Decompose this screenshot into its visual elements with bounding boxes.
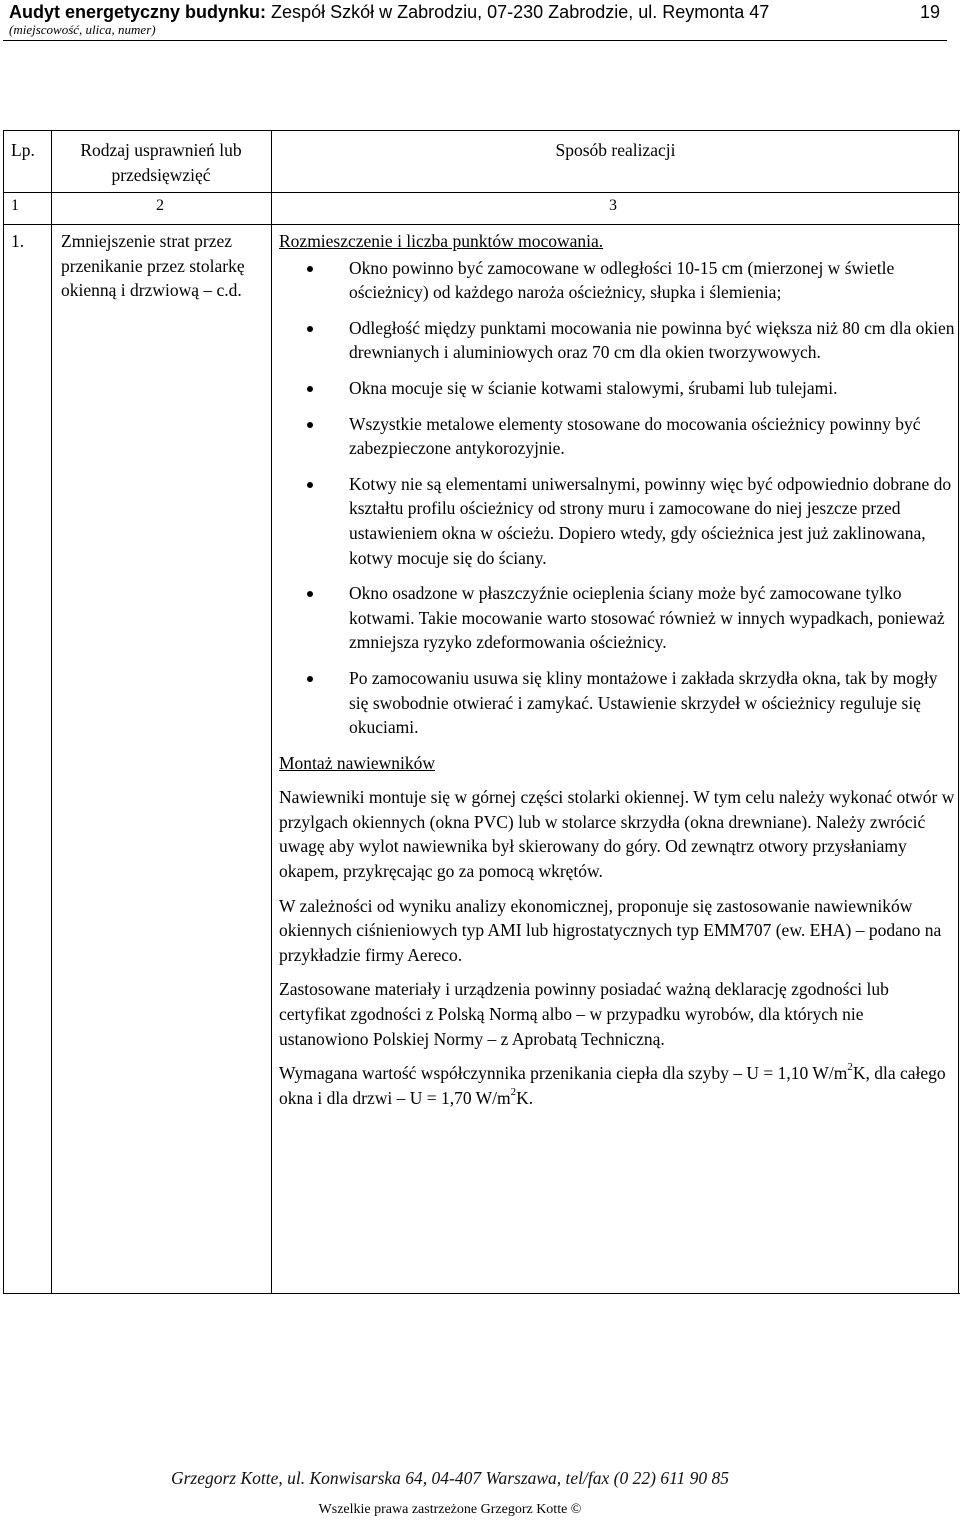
header-divider xyxy=(3,40,947,41)
row-lp: 1. xyxy=(11,231,25,251)
table-border-bottom xyxy=(3,1293,960,1294)
u-value-text-3: K. xyxy=(516,1087,534,1108)
bullet-item: Kotwy nie są elementami uniwersalnymi, powinny więc być odpowiednio dobrane do kształtu profilu ościeżnicy od strony muru i zamocowane do niej jeszcze przed ustawieniem okna w ościeżu. Dopiero wtedy, gdy ościeżnica jest już zaklinowana, kotwy mocuje się do ściany. xyxy=(279,472,955,570)
bullet-item: Odległość między punktami mocowania nie powinna być większa niż 80 cm dla okien drewnianych i aluminiowych oraz 70 cm dla okien tworzywowych. xyxy=(279,316,955,365)
document-header xyxy=(9,2,769,22)
u-value-text-2: K, dla całego okna i dla drzwi – U = 1,70 W/m xyxy=(279,1063,946,1108)
superscript: 2 xyxy=(847,1061,853,1074)
bullet-item: Okna mocuje się w ścianie kotwami stalowymi, śrubami lub tulejami. xyxy=(279,376,955,401)
bullet-item: Okno powinno być zamocowane w odległości 10-15 cm (mierzonej w świetle ościeżnicy) od każdego naroża ościeżnicy, słupka i ślemienia; xyxy=(279,256,955,305)
table-border-top xyxy=(3,130,960,131)
paragraph: W zależności od wyniku analizy ekonomicznej, proponuje się zastosowanie nawiewników okiennych ciśnieniowych typ AMI lub higrostatycznych typ EMM707 (ew. EHA) – podano na przykładzie firmy Aereco. xyxy=(279,895,942,965)
page-number: 19 xyxy=(920,2,941,22)
header-lp: Lp. xyxy=(11,140,35,160)
row-rodzaj: Zmniejszenie strat przez przenikanie przez stolarkę okienną i drzwiową – c.d. xyxy=(61,231,245,301)
section-title-mocowanie: Rozmieszczenie i liczba punktów mocowania. xyxy=(279,231,604,251)
paragraph: Zastosowane materiały i urządzenia powinny posiadać ważną deklarację zgodności lub certyfikat zgodności z Polską Normą albo – w przypadku wyrobów, dla których nie ustanowiono Polskiej Normy – z Aprobatą Techniczną. xyxy=(279,979,889,1049)
footer-address: Grzegorz Kotte, ul. Konwisarska 64, 04-407 Warszawa, tel/fax (0 22) 611 90 85 xyxy=(170,1468,730,1488)
u-value-text-1: Wymagana wartość współczynnika przenikania ciepła dla szyby – U = 1,10 W/m xyxy=(279,1063,848,1084)
section-title-nawiewniki: Montaż nawiewników xyxy=(279,752,436,773)
col-number-3: 3 xyxy=(609,197,617,214)
measures-table xyxy=(3,130,960,1294)
col-number-2: 2 xyxy=(156,197,164,214)
paragraph-u-value xyxy=(279,1061,955,1110)
row-sposob xyxy=(279,229,955,1110)
table-numbers-divider xyxy=(3,224,960,225)
header-title-rest: Zespół Szkół w Zabrodziu, 07-230 Zabrodzie, ul. Reymonta 47 xyxy=(266,2,770,22)
col-number-1: 1 xyxy=(11,197,19,214)
table-border-right xyxy=(958,130,959,1294)
header-title-bold: Audyt energetyczny budynku: xyxy=(9,2,267,22)
mounting-bullet-list xyxy=(279,256,955,740)
footer-copyright: Wszelkie prawa zastrzeżone Grzegorz Kotte © xyxy=(318,1502,582,1517)
table-border-left xyxy=(3,130,4,1294)
superscript: 2 xyxy=(510,1085,517,1098)
header-rodzaj: Rodzaj usprawnień lub przedsięwzięć xyxy=(80,140,242,185)
table-header-divider xyxy=(3,192,960,193)
bullet-item: Po zamocowaniu usuwa się kliny montażowe i zakłada skrzydła okna, tak by mogły się swobodnie otwierać i zamykać. Ustawienie skrzydeł w ościeżnicy reguluje się okuciami. xyxy=(279,666,955,740)
paragraph: Nawiewniki montuje się w górnej części stolarki okiennej. W tym celu należy wykonać otwór w przylgach okiennych (okna PVC) lub w stolarce skrzydła (okna drewniane). Należy zwrócić uwagę aby wylot nawiewnika był skierowany do góry. Od zewnątrz otwory przysłaniamy okapem, przykręcając go za pomocą wkrętów. xyxy=(279,787,955,882)
table-col-divider-2 xyxy=(271,130,272,1294)
header-sposob: Sposób realizacji xyxy=(555,140,676,160)
header-subtitle: (miejscowość, ulica, numer) xyxy=(9,22,156,37)
table-col-divider-1 xyxy=(51,130,52,1294)
bullet-item: Okno osadzone w płaszczyźnie ocieplenia ściany może być zamocowane tylko kotwami. Takie mocowanie warto stosować również w innych wypadkach, ponieważ zmniejsza ryzyko zdeformowania ościeżnicy. xyxy=(279,581,955,655)
bullet-item: Wszystkie metalowe elementy stosowane do mocowania ościeżnicy powinny być zabezpieczone antykorozyjnie. xyxy=(279,412,955,461)
